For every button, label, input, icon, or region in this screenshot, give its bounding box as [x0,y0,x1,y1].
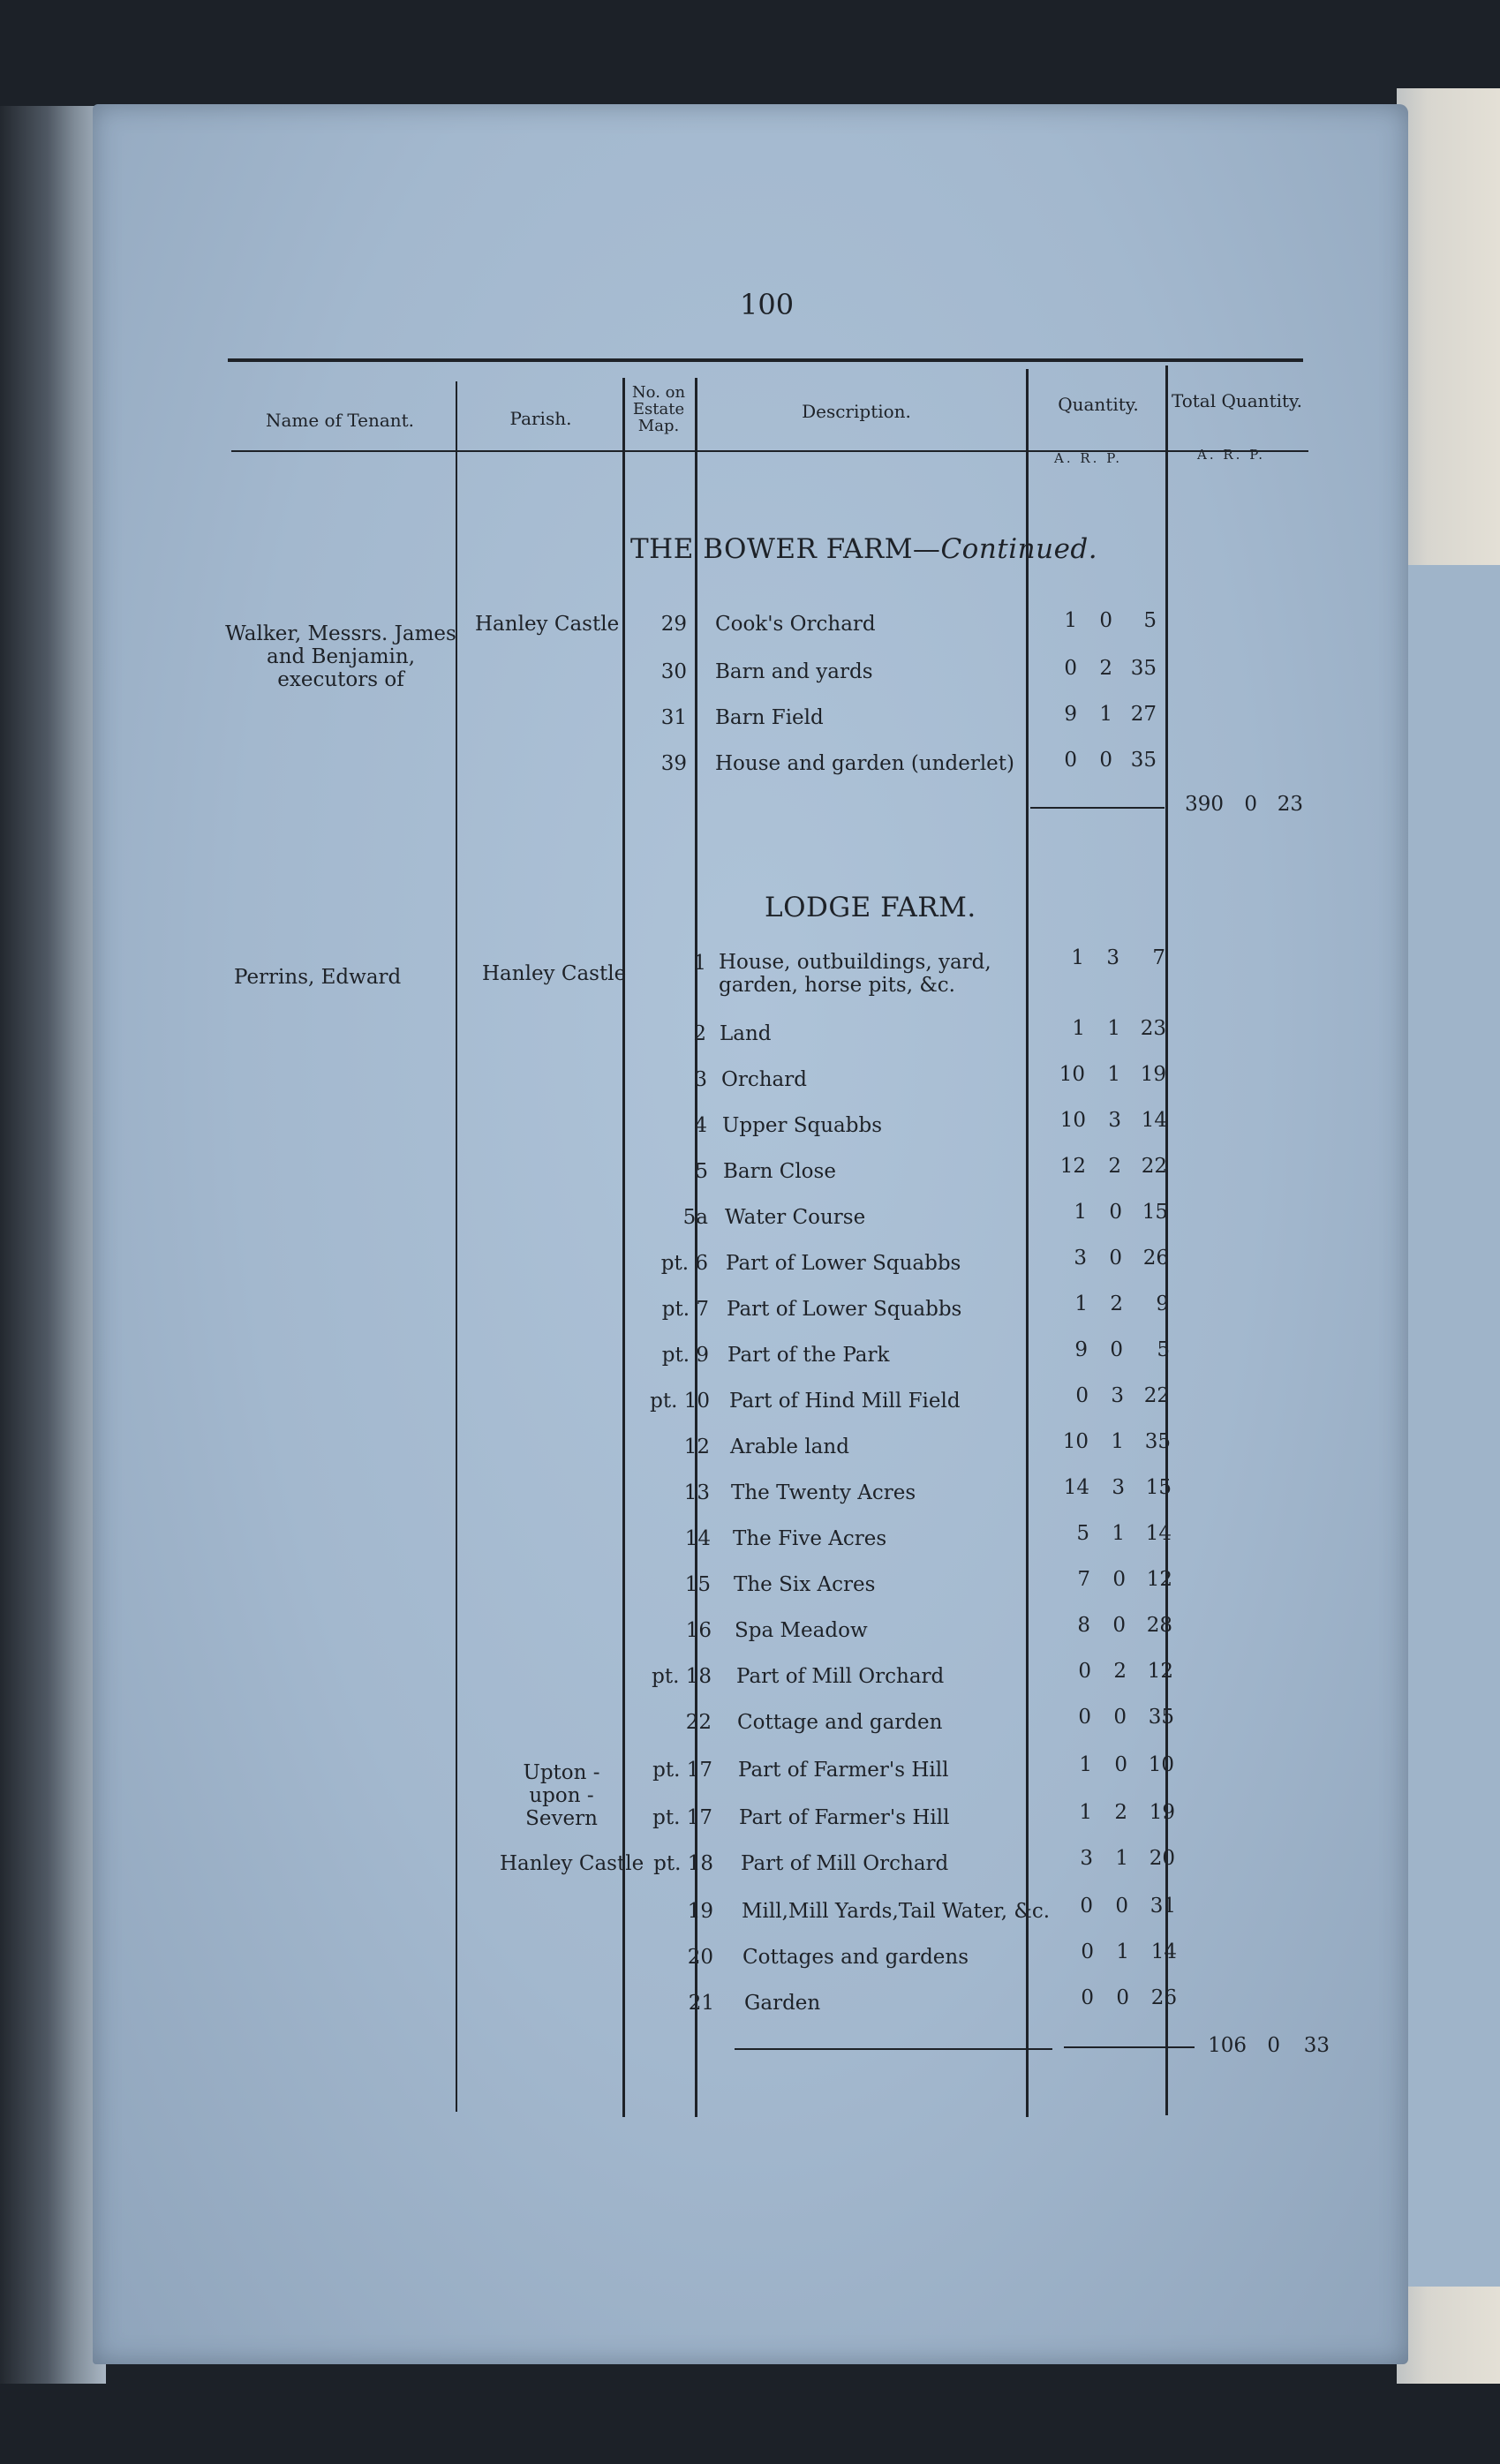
quantity-acres: 0 [1081,1940,1094,1963]
quantity-perches: 35 [1130,749,1157,772]
header-description: Description. [802,401,911,422]
quantity-roods: 0 [1114,1753,1127,1776]
description-cell: Upper Squabbs [722,1114,883,1137]
quantity-perches: 31 [1149,1895,1176,1918]
estate-map-number: 31 [660,706,687,729]
description-cell: Part of Lower Squabbs [727,1298,962,1321]
quantity-perches: 12 [1146,1568,1172,1591]
quantity-perches: 12 [1147,1660,1173,1683]
quantity-perches: 14 [1141,1109,1167,1132]
description-cell: House, outbuildings, yard, garden, horse pits, &c. [719,951,991,997]
quantity-roods: 1 [1107,1063,1120,1086]
bower-farm-heading-continued: Continued. [940,533,1098,565]
quantity-roods: 3 [1111,1384,1124,1407]
description-cell: Barn Close [723,1160,836,1183]
header-estate-map: No. on Estate Map. [631,383,686,435]
quantity-roods: 0 [1109,1201,1122,1224]
quantity-perches: 35 [1130,657,1157,680]
estate-map-number: 16 [685,1619,712,1642]
quantity-acres: 1 [1072,1017,1085,1040]
quantity-acres: 10 [1059,1109,1086,1132]
quantity-acres: 1 [1079,1753,1092,1776]
adjacent-page-blue [1408,565,1500,2287]
quantity-roods: 0 [1116,1986,1129,2009]
description-cell: The Six Acres [734,1573,876,1596]
description-cell: The Twenty Acres [731,1481,916,1504]
description-cell: House and garden (underlet) [715,752,1015,775]
lodge-total-roods: 0 [1267,2034,1280,2057]
description-cell: Arable land [730,1435,849,1458]
estate-map-number: 2 [693,1022,706,1045]
header-total-quantity: Total Quantity. [1171,390,1303,411]
col-divider-desc-qty [1026,369,1029,2117]
quantity-roods: 2 [1113,1660,1127,1683]
quantity-roods: 1 [1111,1430,1124,1453]
quantity-acres: 10 [1059,1063,1085,1086]
quantity-acres: 9 [1074,1338,1088,1361]
quantity-roods: 0 [1113,1706,1127,1729]
quantity-roods: 0 [1110,1338,1123,1361]
quantity-roods: 3 [1106,946,1119,969]
quantity-acres: 5 [1076,1522,1089,1545]
quantity-acres: 0 [1078,1706,1091,1729]
page-number: 100 [740,288,795,321]
quantity-roods: 2 [1108,1155,1121,1178]
header-parish: Parish. [509,408,572,429]
quantity-acres: 1 [1071,946,1084,969]
estate-map-number: 22 [685,1711,712,1734]
quantity-perches: 27 [1130,703,1157,726]
description-cell: Part of Mill Orchard [736,1665,945,1688]
estate-map-number: 20 [687,1946,713,1969]
bower-subtotal-rule [1030,807,1165,809]
bower-total-acres: 390 [1185,793,1224,816]
estate-map-number: 13 [683,1481,710,1504]
estate-map-number: 14 [684,1527,711,1550]
quantity-perches: 10 [1148,1753,1174,1776]
quantity-roods: 0 [1109,1247,1122,1270]
description-cell: Part of Farmer's Hill [738,1759,949,1782]
description-cell: Garden [744,1992,821,2015]
bower-farm-heading-main: THE BOWER FARM— [630,533,941,565]
description-cell: Barn and yards [715,660,873,683]
quantity-roods: 1 [1099,703,1112,726]
quantity-perches: 23 [1140,1017,1166,1040]
description-cell: Water Course [725,1206,866,1229]
lodge-farm-heading: LODGE FARM. [765,892,976,923]
quantity-perches: 26 [1150,1986,1177,2009]
estate-map-number: pt. 18 [652,1665,712,1688]
quantity-acres: 1 [1064,609,1077,632]
quantity-perches: 15 [1145,1476,1172,1499]
header-quantity-units: A. R. P. [1054,450,1123,466]
header-tenant: Name of Tenant. [265,410,415,431]
quantity-perches: 14 [1145,1522,1172,1545]
quantity-acres: 8 [1077,1614,1090,1637]
description-cell: Cottages and gardens [742,1946,969,1969]
quantity-perches: 35 [1148,1706,1174,1729]
estate-map-number: 4 [694,1114,707,1137]
lodge-subtotal-rule [1064,2046,1195,2048]
estate-map-number: 15 [684,1573,711,1596]
quantity-acres: 7 [1077,1568,1090,1591]
parish-cell: Upton - upon - Severn [523,1761,600,1830]
estate-map-number: 12 [683,1435,710,1458]
quantity-roods: 0 [1115,1895,1128,1918]
estate-map-number: pt. 6 [660,1252,708,1275]
estate-map-number: pt. 7 [661,1298,709,1321]
description-cell: The Five Acres [733,1527,887,1550]
quantity-acres: 0 [1075,1384,1089,1407]
book-binding [0,106,106,2384]
quantity-roods: 0 [1112,1568,1126,1591]
quantity-roods: 0 [1099,609,1112,632]
quantity-roods: 0 [1099,749,1112,772]
quantity-roods: 3 [1112,1476,1125,1499]
estate-map-number: pt. 10 [650,1390,710,1413]
quantity-perches: 5 [1157,1338,1170,1361]
quantity-acres: 1 [1074,1292,1088,1315]
header-bottom-rule [231,450,1308,452]
description-cell: Spa Meadow [735,1619,868,1642]
bower-tenant-name: Walker, Messrs. James and Benjamin, executors of [225,622,456,691]
description-cell: Land [720,1022,772,1045]
quantity-perches: 15 [1142,1201,1168,1224]
description-cell: Barn Field [715,706,824,729]
description-cell: Part of the Park [727,1344,890,1367]
quantity-roods: 3 [1108,1109,1121,1132]
quantity-acres: 0 [1064,749,1077,772]
description-cell: Cook's Orchard [715,613,876,636]
quantity-acres: 1 [1079,1801,1092,1824]
quantity-perches: 35 [1144,1430,1171,1453]
estate-map-number: 30 [660,660,687,683]
estate-map-number: 3 [694,1068,707,1091]
quantity-roods: 2 [1114,1801,1127,1824]
quantity-acres: 9 [1064,703,1077,726]
quantity-roods: 2 [1099,657,1112,680]
quantity-roods: 1 [1107,1017,1120,1040]
quantity-roods: 1 [1115,1847,1128,1870]
quantity-acres: 0 [1078,1660,1091,1683]
quantity-perches: 22 [1141,1155,1167,1178]
bower-total-perches: 23 [1277,793,1303,816]
description-cell: Part of Lower Squabbs [726,1252,961,1275]
estate-map-number: pt. 18 [653,1852,713,1875]
quantity-roods: 1 [1112,1522,1125,1545]
parish-cell: Hanley Castle [500,1852,644,1875]
quantity-roods: 0 [1112,1614,1126,1637]
bower-total-roods: 0 [1244,793,1257,816]
estate-map-number: 29 [660,613,687,636]
lodge-desc-bottom-rule [735,2048,1052,2050]
quantity-acres: 0 [1064,657,1077,680]
quantity-acres: 1 [1074,1201,1087,1224]
lodge-tenant-name: Perrins, Edward [234,966,402,989]
description-cell: Orchard [721,1068,807,1091]
header-quantity: Quantity. [1058,394,1139,415]
quantity-perches: 5 [1143,609,1157,632]
quantity-roods: 2 [1110,1292,1123,1315]
parish-cell: Hanley Castle [482,962,627,985]
quantity-acres: 14 [1063,1476,1089,1499]
quantity-perches: 22 [1143,1384,1170,1407]
bower-farm-heading [630,533,1097,565]
quantity-perches: 7 [1152,946,1165,969]
estate-map-number: 5a [682,1206,708,1229]
ledger-page [93,104,1408,2364]
quantity-perches: 14 [1150,1940,1177,1963]
lodge-total-perches: 33 [1303,2034,1330,2057]
parish-cell: Hanley Castle [475,613,620,636]
header-total-units: A. R. P. [1197,447,1266,463]
description-cell: Part of Farmer's Hill [739,1806,950,1829]
estate-map-number: pt. 17 [652,1806,712,1829]
estate-map-number: 19 [687,1900,713,1923]
table-top-rule [228,358,1303,362]
quantity-perches: 26 [1142,1247,1169,1270]
description-cell: Mill,Mill Yards,Tail Water, &c. [742,1900,1051,1923]
description-cell: Part of Mill Orchard [741,1852,949,1875]
quantity-acres: 3 [1080,1847,1093,1870]
quantity-perches: 28 [1146,1614,1172,1637]
quantity-acres: 0 [1080,1895,1093,1918]
quantity-acres: 0 [1081,1986,1094,2009]
estate-map-number: 21 [688,1992,714,2015]
description-cell: Part of Hind Mill Field [729,1390,961,1413]
quantity-perches: 9 [1156,1292,1169,1315]
estate-map-number: pt. 9 [661,1344,709,1367]
quantity-acres: 3 [1074,1247,1087,1270]
estate-map-number: pt. 17 [652,1759,712,1782]
estate-map-number: 39 [660,752,687,775]
quantity-perches: 19 [1140,1063,1166,1086]
quantity-perches: 19 [1149,1801,1175,1824]
lodge-total-acres: 106 [1208,2034,1247,2057]
quantity-acres: 10 [1062,1430,1089,1453]
quantity-perches: 20 [1149,1847,1175,1870]
quantity-acres: 12 [1059,1155,1086,1178]
estate-map-number: 1 [693,952,706,975]
description-cell: Cottage and garden [737,1711,943,1734]
estate-map-number: 5 [695,1160,708,1183]
quantity-roods: 1 [1116,1940,1129,1963]
